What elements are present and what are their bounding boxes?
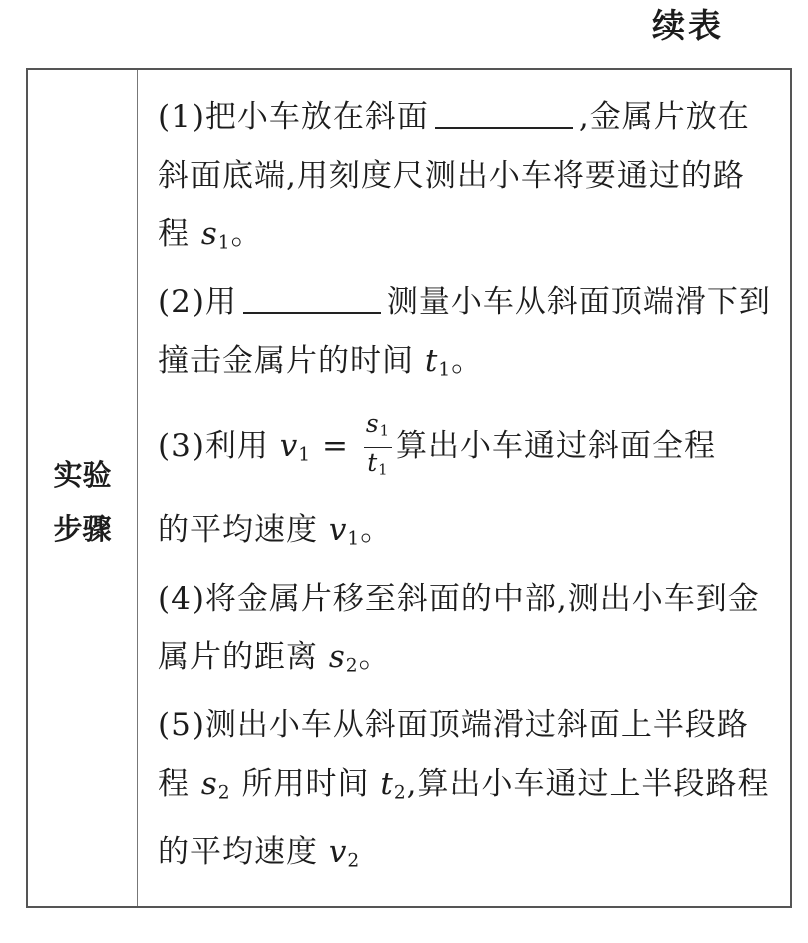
row-label-cell [28, 70, 138, 906]
step-2-blank [243, 281, 381, 314]
step-5-sub-s: 2 [217, 782, 231, 804]
step-1-text: ,金属片放在斜面底端,用刻度尺测出小车将要通过的路程 [158, 99, 750, 252]
step-5-prefix: (5)测出小车从斜面顶端滑过斜面上半段路程 [158, 707, 749, 802]
step-2-text: 测量小车从斜面顶端滑下到撞击金属片的时间 [158, 284, 771, 379]
row-label [51, 448, 115, 556]
steps-cell [138, 70, 790, 906]
fraction-denominator [365, 448, 390, 485]
row-label-line2: 步骤 [53, 512, 112, 546]
step-5-var-v: v [328, 833, 348, 870]
step-5-var-t: t [380, 765, 394, 802]
continued-table-title: 续表 [652, 6, 724, 45]
denominator-sub: 1 [378, 460, 389, 479]
denominator-var: t [367, 447, 379, 477]
step-3-lhs-var: v [279, 427, 299, 464]
step-3 [158, 400, 776, 502]
step-2-end: 。 [451, 342, 484, 379]
step-5-sub-t: 2 [393, 782, 407, 804]
step-3-equals: = [311, 427, 360, 464]
step-4-end: 。 [358, 639, 391, 676]
step-4-text: (4)将金属片移至斜面的中部,测出小车到金属片的距离 [158, 580, 760, 676]
step-2 [158, 273, 776, 400]
step-2-var: t [424, 342, 439, 379]
step-1-prefix: (1)把小车放在斜面 [158, 99, 429, 135]
step-4 [158, 570, 776, 697]
step-1-var: s [200, 216, 218, 252]
velocity-fraction [364, 409, 392, 485]
step-3-continued [158, 501, 776, 569]
fraction-numerator [364, 409, 392, 447]
step-4-var: s [328, 639, 346, 676]
numerator-sub: 1 [379, 422, 391, 441]
step-1-end: 。 [230, 216, 263, 252]
step-3-sub: 1 [347, 529, 361, 551]
step-3-var: v [328, 512, 348, 549]
row-label-line1: 实验 [53, 458, 112, 492]
step-1 [158, 88, 776, 273]
step-5 [158, 696, 776, 891]
step-3-end: 。 [360, 512, 393, 549]
step-3-prefix: (3)利用 [158, 427, 269, 464]
step-2-prefix: (2)用 [158, 284, 237, 321]
step-5-var-s: s [200, 765, 218, 802]
step-3-line2: 的平均速度 [158, 512, 318, 549]
step-5-text: ,算出小车通过上半段路程的平均速度 [158, 765, 770, 870]
experiment-table [26, 68, 792, 908]
step-5-mid: 所用时间 [241, 765, 370, 802]
numerator-var: s [365, 409, 380, 439]
step-4-sub: 2 [345, 655, 359, 677]
step-1-sub: 1 [217, 232, 231, 254]
step-5-sub-v: 2 [347, 850, 361, 872]
step-1-blank [435, 96, 573, 129]
step-3-text: 算出小车通过斜面全程 [396, 427, 717, 464]
step-3-lhs-sub: 1 [298, 444, 312, 466]
step-2-sub: 1 [438, 359, 452, 381]
